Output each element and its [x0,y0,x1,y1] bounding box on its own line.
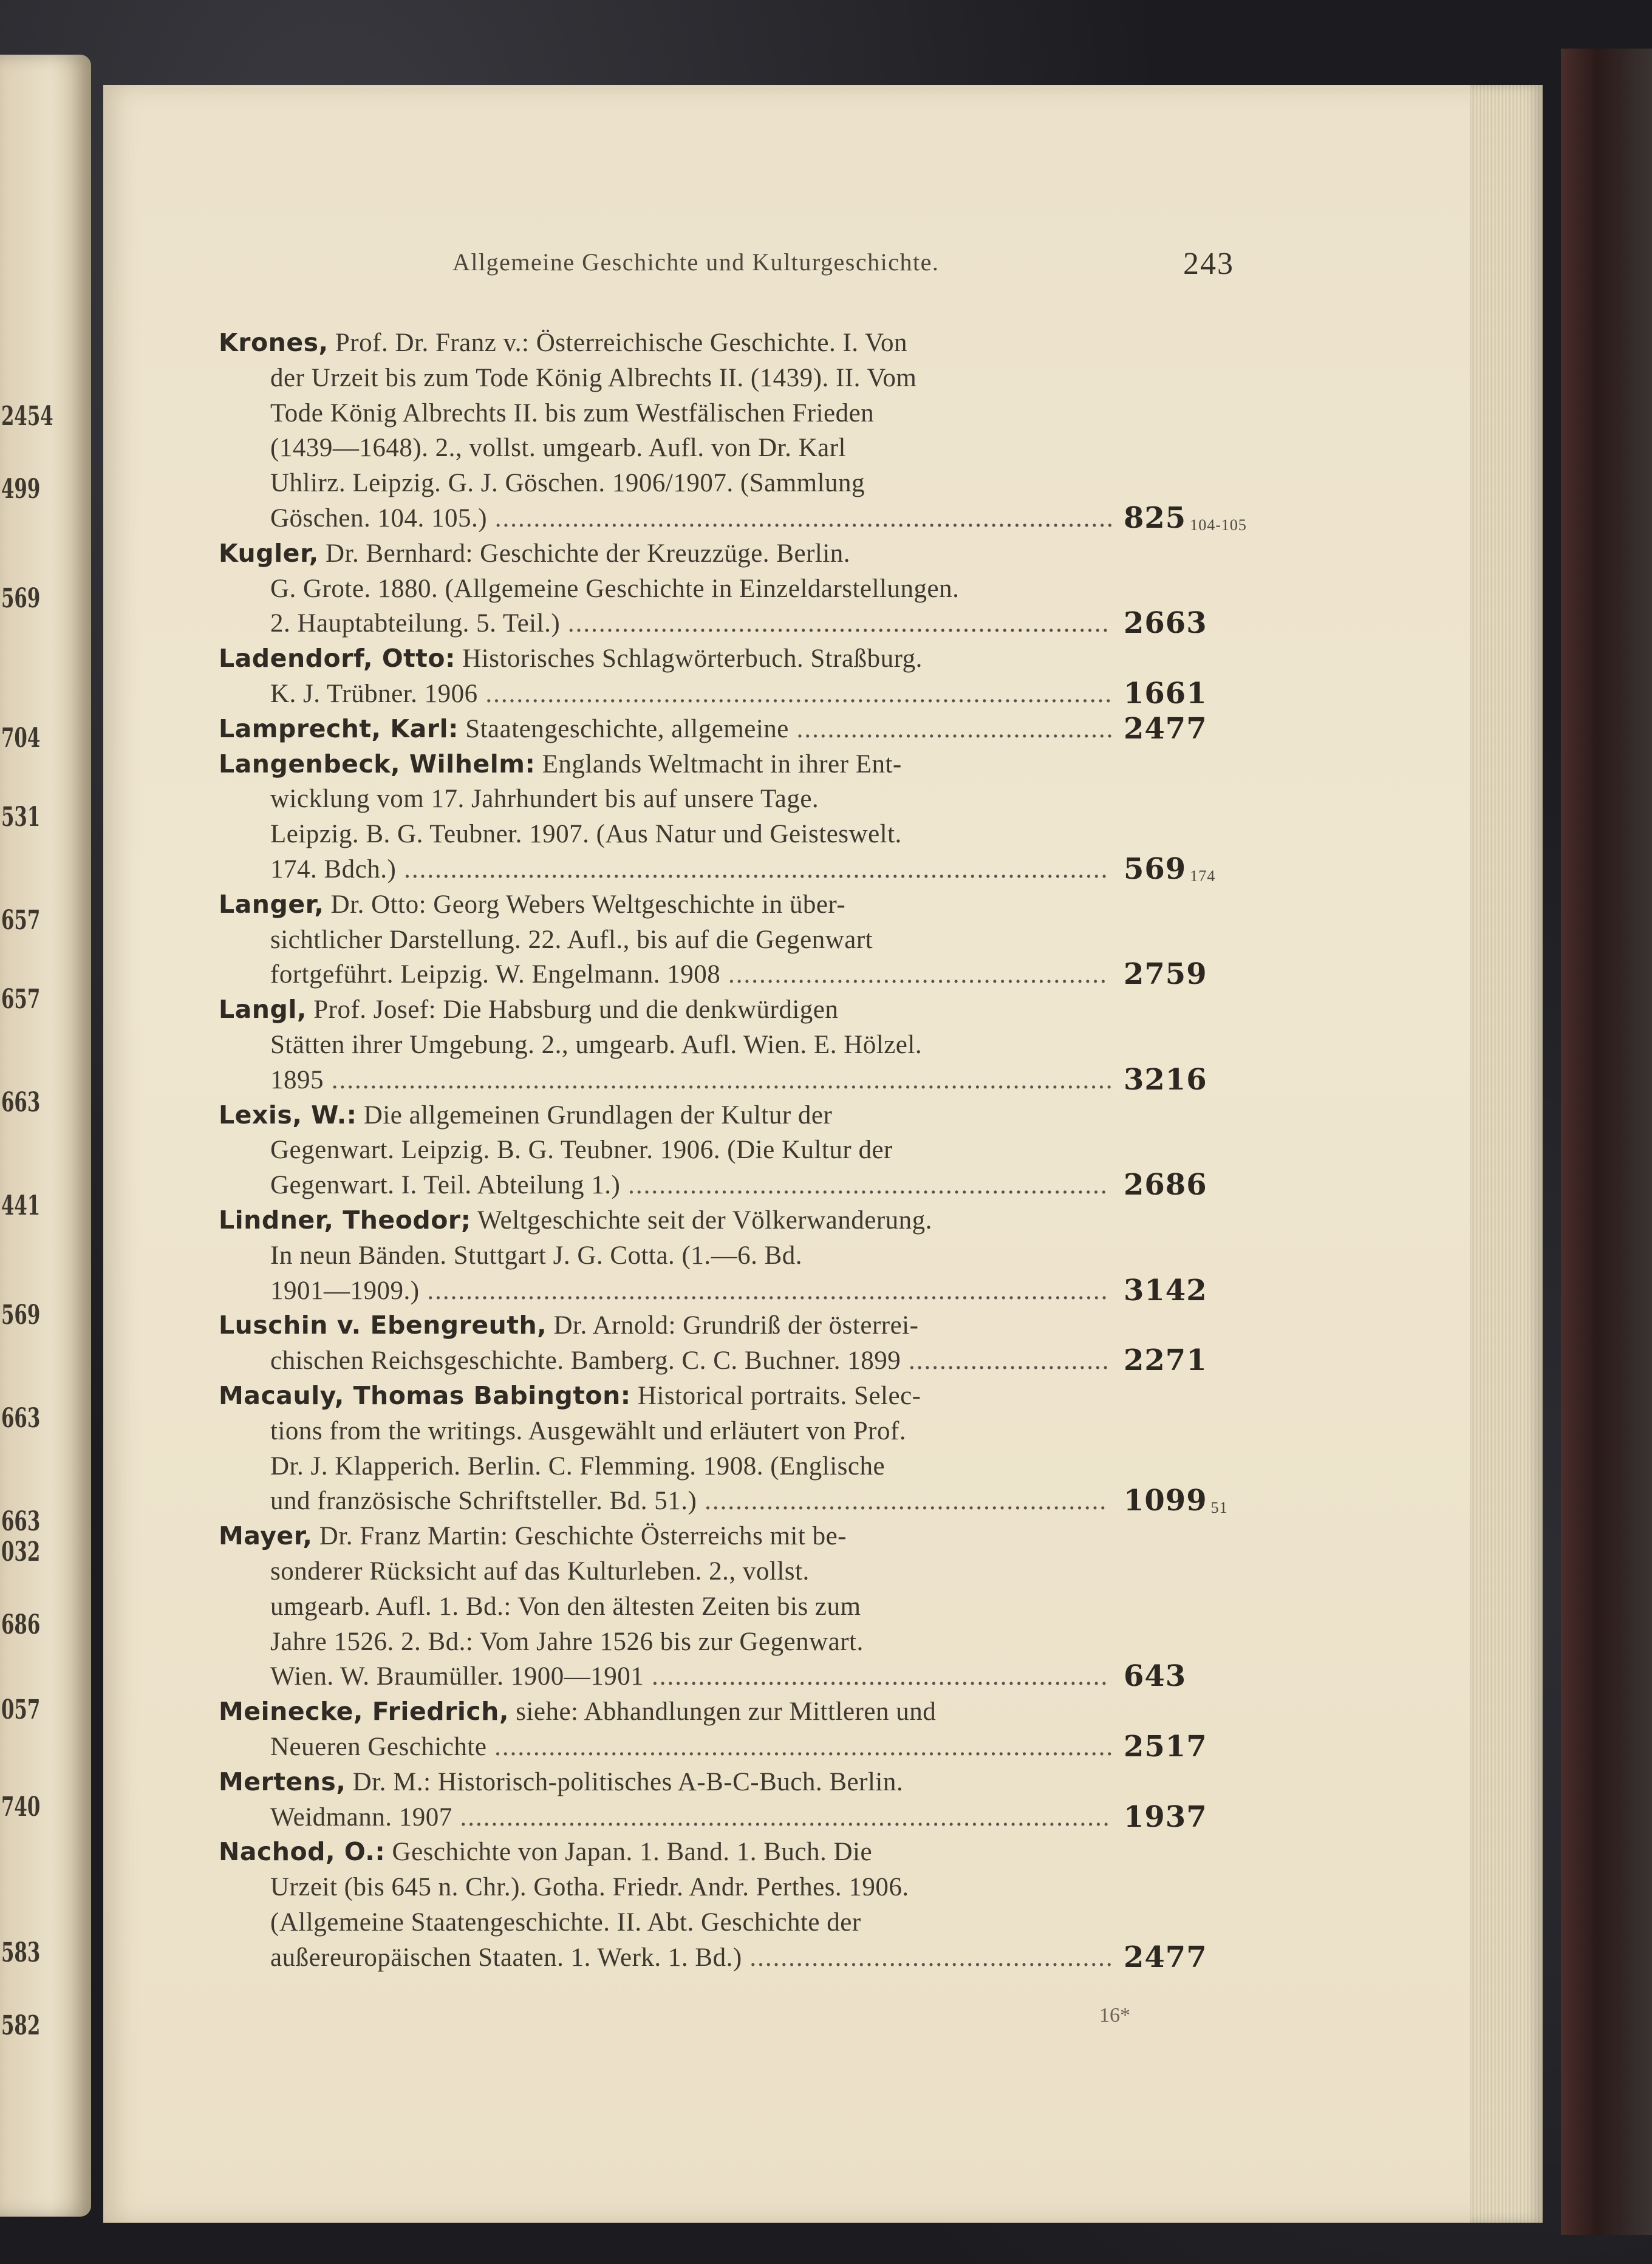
entry-first-line [219,1767,903,1797]
leader-dots: ..................................................................................................... [324,1065,1114,1094]
entry-text: der Urzeit bis zum Tode König Albrechts II. (1439). II. Vom [270,363,917,392]
entry-text: Göschen. 104. 105.) [270,504,488,533]
leader-dots: ................................................. [720,960,1108,989]
entry-text: umgearb. Aufl. 1. Bd.: Von den ältesten Zeiten bis zum [270,1592,861,1621]
entry-text: In neun Bänden. Stuttgart J. G. Cotta. (1.—6. Bd. [270,1241,803,1270]
entry-line [270,1170,1108,1200]
entry-text: Prof. Josef: Die Habsburg und die denkwürdigen [313,995,839,1025]
entry-catalog-number [1124,1730,1207,1764]
entry-text: Die allgemeinen Grundlagen der Kultur der [363,1100,833,1130]
leader-dots: .................................................... [697,1487,1108,1516]
entry-author: Ladendorf, Otto: [219,644,456,673]
leader-dots: ................................................................................. [477,680,1113,708]
entry-author: Langl, [219,995,307,1025]
leader-dots: ............................................... [742,1943,1114,1972]
entry-line [270,784,819,814]
entry-line [270,1135,893,1165]
leader-dots: ........................................................... [644,1662,1109,1691]
entry-line [270,1065,1114,1095]
entry-text: sonderer Rücksicht auf das Kulturleben. 2., vollst. [270,1557,810,1586]
entry-text: Dr. Franz Martin: Geschichte Österreichs mit be- [319,1522,847,1551]
entry-first-line [219,1311,918,1340]
leader-dots: .................................................................................... [452,1802,1111,1832]
leader-dots: ...................................................................... [560,609,1110,638]
entry-first-line [219,539,850,568]
entry-text: Jahre 1526. 2. Bd.: Vom Jahre 1526 bis zur Gegenwart. [270,1627,864,1656]
entry-text: Staatengeschichte, allgemeine [465,714,789,743]
entry-text: Historical portraits. Selec- [637,1382,921,1410]
signature-mark: 16* [1099,2004,1130,2027]
entry-line [270,1908,861,1937]
margin-number: 531 [1,802,41,833]
leader-dots: ........................................................................................ [419,1276,1109,1305]
catalog-number-value: 825 [1124,501,1187,535]
margin-number: 663 [1,1506,41,1537]
entry-line [270,1732,1114,1762]
entry-line [270,1872,909,1902]
entry-text: Gegenwart. Leipzig. B. G. Teubner. 1906. (Die Kultur der [270,1136,893,1165]
entry-text: und französische Schriftsteller. Bd. 51.) [270,1487,697,1516]
entry-text: Englands Weltmacht in ihrer Ent- [542,749,902,779]
entry-author: Meinecke, Friedrich, [219,1697,509,1727]
entry-line [270,1346,1110,1376]
entry-line [270,433,846,463]
catalog-number-value: 1937 [1124,1799,1207,1834]
entry-text: Urzeit (bis 645 n. Chr.). Gotha. Friedr. Andr. Perthes. 1906. [270,1873,909,1902]
margin-number: 740 [1,1792,41,1822]
entry-text: Neueren Geschichte [270,1733,487,1761]
entry-catalog-number [1124,1343,1207,1377]
entry-catalog-number [1124,957,1207,991]
entry-author: Lexis, W.: [219,1100,357,1130]
leader-dots: .......................... [901,1346,1110,1376]
entry-text: G. Grote. 1880. (Allgemeine Geschichte in Einzeldarstellungen. [270,574,960,603]
leader-dots: ................................................................................ [486,1733,1114,1761]
running-title: Allgemeine Geschichte und Kulturgeschichte. [452,248,940,276]
entry-line [270,1276,1108,1306]
entry-author: Langer, [219,889,324,919]
entry-text: Leipzig. B. G. Teubner. 1907. (Aus Natur und Geisteswelt. [270,820,902,849]
entry-line [270,609,1110,638]
entry-text: Dr. M.: Historisch-politisches A-B-C-Buch. Berlin. [352,1767,904,1796]
entry-text: wicklung vom 17. Jahrhundert bis auf unsere Tage. [270,785,819,814]
catalog-number-value: 569 [1124,852,1187,886]
entry-first-line [219,1837,872,1867]
entry-first-line [219,1381,921,1411]
entry-author: Mayer, [219,1521,313,1551]
entry-text: Historisches Schlagwörterbuch. Straßburg. [462,644,923,673]
page-stack-edge [1470,85,1543,2223]
margin-number: 569 [1,583,41,614]
margin-number: 569 [1,1300,41,1331]
entry-line [270,1943,1114,1972]
margin-number: 057 [1,1694,41,1725]
entry-line [270,925,873,955]
catalog-number-value: 1099 [1124,1484,1207,1518]
entry-line [270,1030,922,1060]
margin-number: 663 [1,1403,41,1434]
entry-first-line [219,890,845,919]
entry-line [270,1556,810,1586]
entry-text: fortgeführt. Leipzig. W. Engelmann. 1908 [270,960,721,989]
entry-line [270,1416,906,1446]
entry-catalog-number [1124,1940,1207,1974]
entry-first-line [219,328,907,358]
entry-first-line [219,1521,847,1551]
entry-text: Wien. W. Braumüller. 1900—1901 [270,1662,644,1691]
entry-catalog-number [1124,501,1247,535]
entry-catalog-number [1124,1063,1207,1097]
entry-catalog-number [1124,606,1207,640]
catalog-number-suffix: 174 [1190,867,1216,885]
leader-dots: ......................................... [788,714,1114,743]
entry-line [270,1627,864,1657]
catalog-number-value: 2477 [1124,1940,1207,1974]
entry-text: chischen Reichsgeschichte. Bamberg. C. C. Buchner. 1899 [270,1346,901,1376]
margin-number: 582 [1,2010,41,2041]
margin-number: 441 [1,1190,41,1221]
entry-author: Lamprecht, Karl: [219,714,459,743]
catalog-number-value: 3216 [1124,1062,1207,1097]
entry-author: Lindner, Theodor; [219,1205,471,1235]
entry-line [270,819,902,849]
catalog-number-value: 3142 [1124,1273,1207,1308]
margin-number: 663 [1,1087,41,1118]
entry-text: Prof. Dr. Franz v.: Österreichische Geschichte. I. Von [335,329,908,357]
entry-line [270,363,916,393]
entry-first-line [219,1100,832,1130]
entry-line [270,1662,1108,1691]
margin-number: 032 [1,1536,41,1567]
entry-text: (Allgemeine Staatengeschichte. II. Abt. Geschichte der [270,1908,861,1937]
entry-author: Krones, [219,328,329,357]
entry-text: außereuropäischen Staaten. 1. Werk. 1. Bd.) [270,1943,742,1972]
entry-first-line [219,714,1114,744]
catalog-number-value: 643 [1124,1659,1187,1694]
entry-text: Weidmann. 1907 [270,1802,452,1832]
entry-text: Weltgeschichte seit der Völkerwanderung. [477,1206,932,1235]
catalog-number-suffix: 104-105 [1190,516,1247,534]
catalog-number-value: 2271 [1124,1343,1207,1378]
entry-author: Nachod, O.: [219,1837,386,1867]
entry-first-line [219,1697,936,1727]
left-page-edge [0,55,91,2217]
entry-line [270,1486,1107,1516]
entry-text: tions from the writings. Ausgewählt und erläutert von Prof. [270,1416,907,1445]
entry-text: Gegenwart. I. Teil. Abteilung 1.) [270,1171,621,1200]
entry-text: (1439—1648). 2., vollst. umgearb. Aufl. von Dr. Karl [270,434,847,463]
entry-first-line [219,995,838,1025]
entry-catalog-number [1124,1659,1186,1693]
margin-number: 2454 [1,401,53,432]
catalog-number-value: 2759 [1124,957,1207,992]
entry-text: Stätten ihrer Umgebung. 2., umgearb. Aufl. Wien. E. Hölzel. [270,1031,923,1059]
entry-line [270,1592,861,1621]
entry-text: 174. Bdch.) [270,855,397,884]
catalog-number-value: 2663 [1124,606,1207,641]
entry-line [270,503,1114,533]
entry-catalog-number [1124,1484,1228,1518]
entry-text: 1901—1909.) [270,1276,420,1305]
entry-author: Luschin v. Ebengreuth, [219,1311,547,1340]
entry-line [270,1451,885,1481]
entry-text: 1895 [270,1065,324,1094]
entry-text: siehe: Abhandlungen zur Mittleren und [516,1697,937,1727]
catalog-number-suffix: 51 [1210,1499,1228,1517]
entry-catalog-number [1124,1168,1207,1202]
entry-line [270,398,874,428]
catalog-number-value: 2477 [1124,711,1207,746]
leader-dots: .............................................................. [620,1171,1108,1200]
entry-line [270,1802,1110,1832]
entry-line [270,468,865,498]
entry-author: Langenbeck, Wilhelm: [219,749,536,779]
entry-line [270,854,1108,884]
margin-number: 686 [1,1609,41,1640]
leader-dots: ........................................................................................... [396,855,1109,884]
entry-line [270,960,1108,989]
entry-text: K. J. Trübner. 1906 [270,680,478,708]
entry-first-line [219,1205,932,1235]
entry-line [270,679,1113,709]
entry-catalog-number [1124,1800,1207,1834]
entry-author: Mertens, [219,1767,346,1796]
margin-number: 657 [1,984,41,1015]
entry-text: Tode König Albrechts II. bis zum Westfälischen Frieden [270,398,875,428]
entry-text: Uhlirz. Leipzig. G. J. Göschen. 1906/1907. (Sammlung [270,469,865,498]
entry-line [270,574,959,604]
entry-author: Kugler, [219,538,319,568]
catalog-number-value: 1661 [1124,677,1207,711]
entry-text: 2. Hauptabteilung. 5. Teil.) [270,609,561,638]
entry-text: Geschichte von Japan. 1. Band. 1. Buch. Die [392,1838,873,1867]
entry-catalog-number [1124,712,1207,746]
margin-number: 704 [1,723,41,754]
entry-line [270,1241,802,1270]
entry-text: Dr. Bernhard: Geschichte der Kreuzzüge. Berlin. [325,539,851,568]
entry-text: sichtlicher Darstellung. 22. Aufl., bis auf die Gegenwart [270,925,873,954]
margin-number: 583 [1,1937,41,1968]
entry-first-line [219,644,923,673]
entry-author: Macauly, Thomas Babington: [219,1381,631,1410]
entry-catalog-number [1124,1274,1207,1308]
catalog-number-value: 2517 [1124,1730,1207,1764]
entry-text: Dr. J. Klapperich. Berlin. C. Flemming. 1908. (Englische [270,1451,886,1481]
entry-catalog-number [1124,677,1207,711]
entry-text: Dr. Arnold: Grundriß der österrei- [553,1311,919,1340]
book-binding [1561,49,1652,2235]
entry-text: Dr. Otto: Georg Webers Weltgeschichte in über- [330,890,846,919]
margin-number: 499 [1,474,41,505]
catalog-number-value: 2686 [1124,1168,1207,1202]
margin-number: 657 [1,905,41,936]
leader-dots: ................................................................................ [487,504,1114,533]
page-number: 243 [1183,247,1234,281]
entry-catalog-number [1124,852,1215,886]
entry-first-line [219,749,902,779]
